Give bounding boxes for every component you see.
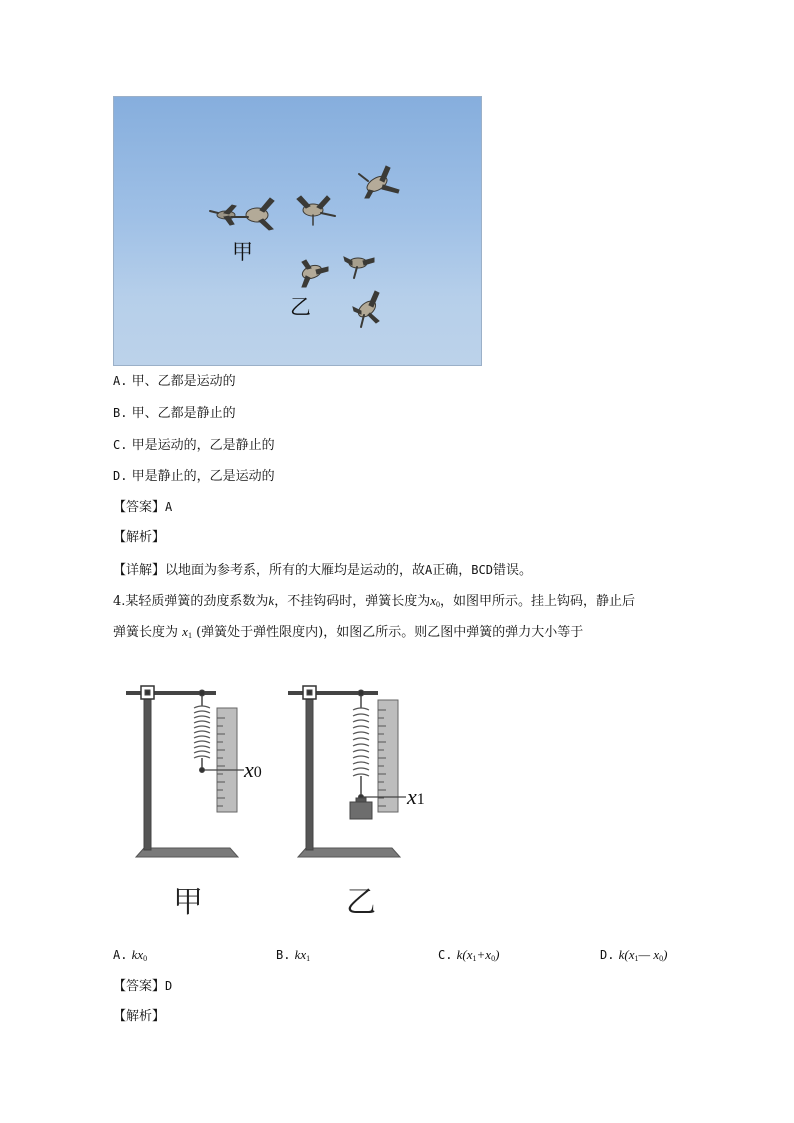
answer-label: 【答案】: [113, 979, 166, 994]
option-expr: $kx_0$: [131, 947, 148, 963]
option-text: 甲、乙都是静止的: [131, 406, 236, 421]
q3-option-d[interactable]: [113, 467, 275, 486]
q3-answer: [113, 498, 172, 517]
q4-option-a[interactable]: [113, 946, 147, 968]
goose: [344, 257, 374, 278]
detail-a: A: [425, 563, 433, 577]
stem-text: (弹簧处于弹性限度内)，如图乙所示。则乙图中弹簧的弹力大小等于: [196, 625, 584, 640]
answer-label: 【答案】: [113, 500, 166, 515]
var-x0: [430, 593, 440, 608]
var-x1: [182, 624, 192, 639]
photo-label-yi: 乙: [290, 295, 311, 319]
goose: [210, 205, 236, 225]
x-symbol: x: [182, 624, 188, 639]
q4-option-b[interactable]: [276, 946, 310, 968]
detail-text-3: 错误。: [492, 563, 532, 578]
q4-option-d[interactable]: [600, 946, 667, 968]
goose: [359, 166, 399, 198]
stem-text: ，不挂钩码时，弹簧长度为: [274, 594, 431, 609]
x-subscript: 1: [416, 791, 425, 808]
q3-option-b[interactable]: [113, 404, 236, 423]
q4-answer: [113, 977, 172, 996]
answer-value: D: [165, 979, 173, 993]
option-letter: C.: [438, 948, 453, 962]
spring-diagram: [120, 672, 460, 922]
stem-text: ，如图甲所示。挂上钩码，静止后: [440, 594, 636, 609]
label-x1: [407, 784, 425, 810]
x-subscript: 1: [187, 631, 192, 640]
x-symbol: x: [407, 784, 417, 809]
option-letter: D.: [600, 948, 615, 962]
fig-label-jia: 甲: [173, 885, 203, 920]
x-subscript: 0: [436, 600, 440, 609]
stand-jia: [126, 686, 244, 857]
option-letter: C.: [113, 438, 128, 452]
goose: [301, 260, 328, 287]
q4-analysis-label: 【解析】: [113, 1009, 166, 1024]
goose: [297, 196, 335, 225]
geese-silhouettes: [114, 97, 482, 366]
x-subscript: 0: [253, 764, 262, 781]
option-letter: B.: [276, 948, 291, 962]
q4-stem-line1: [113, 592, 635, 614]
option-expr: $k(x_1+x_0)$: [456, 947, 500, 963]
q3-option-a[interactable]: [113, 372, 236, 391]
detail-label: 【详解】: [113, 563, 166, 578]
fig-label-yi: 乙: [346, 885, 376, 920]
q4-stem-line2: [113, 623, 583, 645]
question-number: 4.: [113, 594, 126, 609]
q3-detail: [113, 561, 532, 580]
x-symbol: x: [244, 757, 254, 782]
q3-option-c[interactable]: [113, 436, 275, 455]
option-text: 甲是运动的，乙是静止的: [131, 438, 275, 453]
option-letter: A.: [113, 374, 128, 388]
geese-photo: [113, 96, 482, 366]
q4-option-c[interactable]: [438, 946, 499, 968]
detail-bcd: BCD: [471, 563, 493, 577]
option-letter: A.: [113, 948, 128, 962]
label-x0: [244, 757, 262, 783]
stem-text: 弹簧长度为: [113, 625, 179, 640]
option-letter: B.: [113, 406, 128, 420]
option-text: 甲、乙都是运动的: [131, 374, 236, 389]
option-expr: $k(x_1—$ $x_0$): [618, 947, 668, 963]
x-symbol: x: [430, 593, 436, 608]
stem-text: 某轻质弹簧的劲度系数为: [125, 594, 269, 609]
option-letter: D.: [113, 469, 128, 483]
var-k: k: [268, 593, 275, 608]
goose: [231, 198, 274, 230]
detail-text-1: 以地面为参考系，所有的大雁均是运动的，故: [165, 563, 426, 578]
stand-yi: [288, 686, 406, 857]
option-expr: $kx_1$: [294, 947, 311, 963]
answer-value: A: [165, 500, 173, 514]
goose: [353, 291, 379, 327]
detail-text-2: 正确，: [432, 563, 472, 578]
photo-label-jia: 甲: [232, 240, 253, 264]
option-text: 甲是静止的，乙是运动的: [131, 469, 275, 484]
q3-analysis-label: 【解析】: [113, 530, 166, 545]
